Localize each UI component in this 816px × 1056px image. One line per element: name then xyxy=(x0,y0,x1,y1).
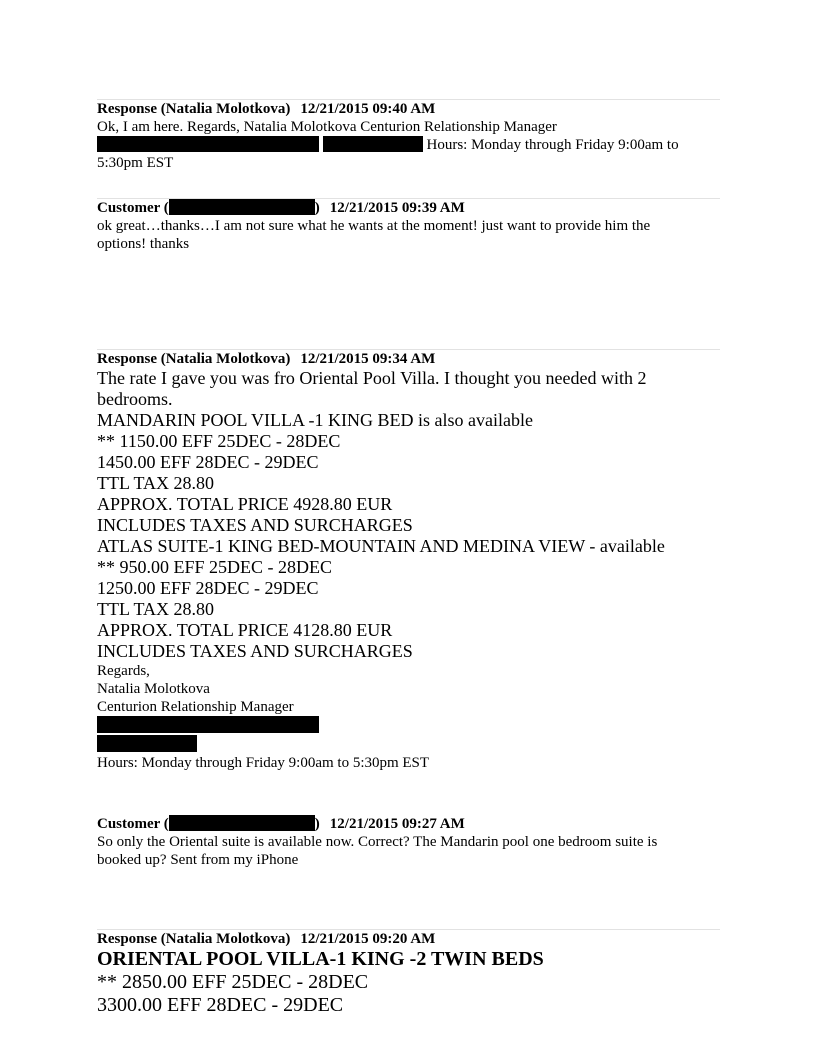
speaker-label-suffix: ) xyxy=(314,816,320,832)
body-line: 1450.00 EFF 28DEC - 29DEC xyxy=(97,452,319,472)
message-body xyxy=(97,833,720,869)
body-line: ** 950.00 EFF 25DEC - 28DEC xyxy=(97,557,333,577)
message-header xyxy=(97,350,435,368)
signature-regards: Regards, xyxy=(97,663,150,679)
signature-hours: Hours: Monday through Friday 9:00am to 5:30pm EST xyxy=(97,755,430,771)
message-response-0934 xyxy=(97,349,720,779)
body-line: TTL TAX 28.80 xyxy=(97,473,215,493)
body-line: 3300.00 EFF 28DEC - 29DEC xyxy=(97,994,344,1016)
body-line: bedrooms. xyxy=(97,389,173,409)
body-line: APPROX. TOTAL PRICE 4128.80 EUR xyxy=(97,620,393,640)
timestamp: 12/21/2015 09:20 AM xyxy=(300,931,436,947)
rate-details xyxy=(97,948,720,1017)
body-line: So only the Oriental suite is available now. Correct? The Mandarin pool one bedroom suite is xyxy=(97,834,658,850)
body-line: ** 1150.00 EFF 25DEC - 28DEC xyxy=(97,431,341,451)
body-line: options! thanks xyxy=(97,236,190,252)
speaker-label: Response (Natalia Molotkova) xyxy=(97,351,291,367)
body-line: INCLUDES TAXES AND SURCHARGES xyxy=(97,515,413,535)
message-response-0940 xyxy=(97,99,720,179)
message-customer-0939 xyxy=(97,198,720,258)
signature xyxy=(97,662,720,772)
body-line: booked up? Sent from my iPhone xyxy=(97,852,299,868)
message-header xyxy=(97,930,435,948)
message-response-0920 xyxy=(97,929,720,1029)
message-header xyxy=(97,199,465,217)
body-line: ok great…thanks…I am not sure what he wants at the moment! just want to provide him the xyxy=(97,218,651,234)
timestamp: 12/21/2015 09:34 AM xyxy=(300,351,436,367)
message-header xyxy=(97,815,465,833)
body-line: TTL TAX 28.80 xyxy=(97,599,215,619)
timestamp: 12/21/2015 09:27 AM xyxy=(329,816,465,832)
speaker-label-prefix: Customer ( xyxy=(97,200,169,216)
signature-redaction-line xyxy=(97,735,720,754)
redaction-block xyxy=(323,136,423,152)
message-body xyxy=(97,217,720,253)
customer-name-redaction xyxy=(169,199,315,215)
room-title: ORIENTAL POOL VILLA-1 KING -2 TWIN BEDS xyxy=(97,948,544,970)
body-line: APPROX. TOTAL PRICE 4928.80 EUR xyxy=(97,494,393,514)
body-line: 5:30pm EST xyxy=(97,155,174,171)
redaction-block xyxy=(97,735,197,752)
timestamp: 12/21/2015 09:39 AM xyxy=(329,200,465,216)
body-line: Ok, I am here. Regards, Natalia Molotkova Centurion Relationship Manager xyxy=(97,119,557,135)
body-line: INCLUDES TAXES AND SURCHARGES xyxy=(97,641,413,661)
body-line: 1250.00 EFF 28DEC - 29DEC xyxy=(97,578,319,598)
redaction-block xyxy=(97,716,319,733)
body-line-with-redaction xyxy=(97,136,720,154)
timestamp: 12/21/2015 09:40 AM xyxy=(300,101,436,117)
rate-details xyxy=(97,368,720,662)
redaction-block xyxy=(97,136,319,152)
message-header xyxy=(97,100,435,118)
body-line: ** 2850.00 EFF 25DEC - 28DEC xyxy=(97,971,369,993)
signature-name: Natalia Molotkova xyxy=(97,681,210,697)
body-line: ATLAS SUITE-1 KING BED-MOUNTAIN AND MEDINA VIEW - available xyxy=(97,536,665,556)
signature-title: Centurion Relationship Manager xyxy=(97,699,294,715)
speaker-label: Response (Natalia Molotkova) xyxy=(97,931,291,947)
message-customer-0927 xyxy=(97,814,720,874)
body-line: MANDARIN POOL VILLA -1 KING BED is also available xyxy=(97,410,533,430)
body-line: The rate I gave you was fro Oriental Pool Villa. I thought you needed with 2 xyxy=(97,368,647,388)
signature-redaction-line xyxy=(97,716,720,735)
speaker-label-prefix: Customer ( xyxy=(97,816,169,832)
speaker-label: Response (Natalia Molotkova) xyxy=(97,101,291,117)
speaker-label-suffix: ) xyxy=(314,200,320,216)
hours-text: Hours: Monday through Friday 9:00am to xyxy=(426,137,679,153)
customer-name-redaction xyxy=(169,815,315,831)
message-body xyxy=(97,118,720,172)
